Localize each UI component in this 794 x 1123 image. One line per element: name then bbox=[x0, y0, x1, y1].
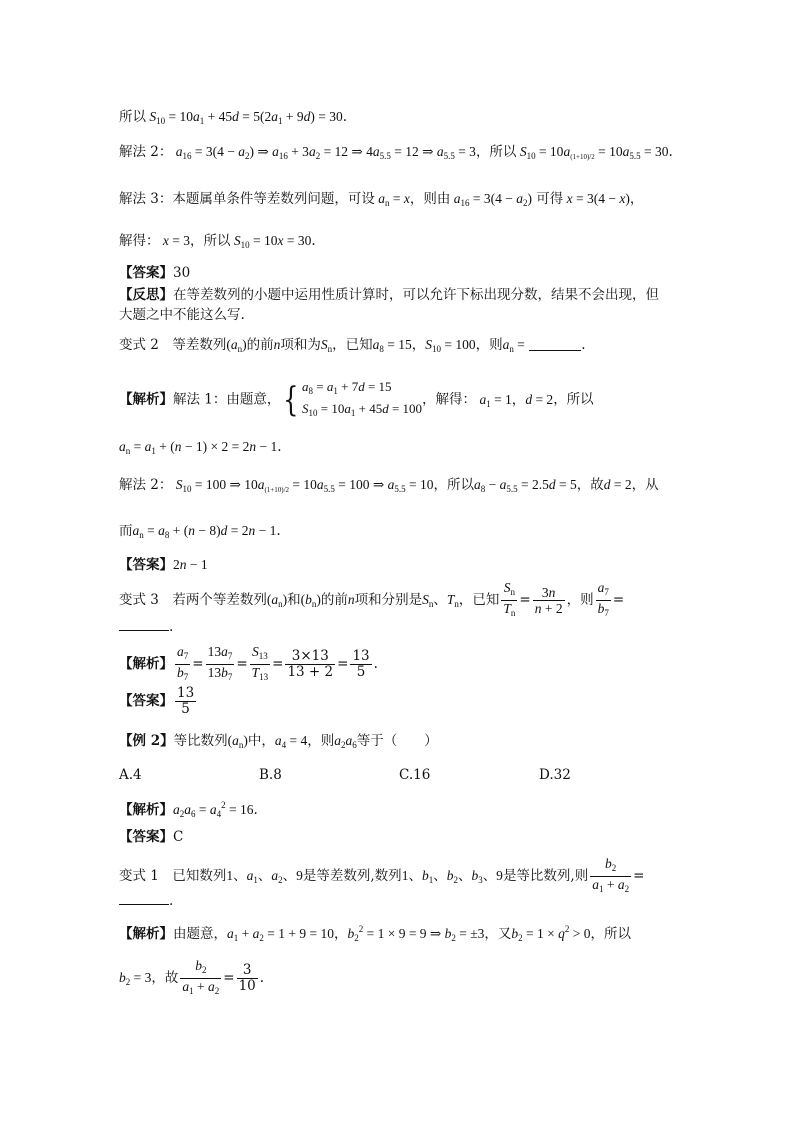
text: 等比数列 bbox=[173, 733, 228, 749]
text: ，故 bbox=[151, 970, 179, 986]
solution-result-line: 解得： x = 3，所以 $S_{10} = 10x = 30$. bbox=[119, 233, 316, 250]
solution-method-2-line: 解法 2： $a_{16} = 3(4 - a_2)$ ⇒ $a_{16} + 3a_2 = 12$ ⇒ $4a_{5.5} = 12$ ⇒ $a_{5.5} = 3$，所以 $S_{10} = 10a_{(1+10)/2} = 10a_{5.5} = 30$. bbox=[119, 144, 673, 161]
text: 解法 2： bbox=[119, 477, 173, 493]
text: 、 bbox=[433, 592, 447, 608]
text: 由题意， bbox=[173, 926, 227, 942]
text: ，解得： bbox=[422, 391, 477, 408]
example-label: 【例 2】 bbox=[119, 733, 174, 749]
analysis-label: 【解析】 bbox=[119, 391, 173, 408]
text: 变式 2 等差数列 bbox=[119, 337, 227, 353]
analysis-method-2: 解法 2： $S_{10} = 100$ ⇒ $10a_{(1+10)/2} = 10a_{5.5} = 100$ ⇒ $a_{5.5} = 10$，所以$a_8 - a_{5.5} = 2.5d = 5$，故d = 2，从 bbox=[119, 477, 659, 494]
answer-4 bbox=[119, 828, 183, 846]
text: 中， bbox=[247, 733, 275, 749]
solution-line-1: 所以 $S_{10} = 10a_1 + 45d = 5(2a_1 + 9d) = 30$. bbox=[119, 109, 348, 126]
text: 大题之中不能这么写. bbox=[119, 307, 245, 323]
variant-1-analysis: 【解析】由题意，$a_1 + a_2 = 1 + 9 = 10$，$b_2^2 = 1 \times 9 = 9$ ⇒ $b_2 = \pm 3$，又$b_2 = 1 \times q^2 > 0$，所以 bbox=[119, 924, 632, 943]
text: 项和分别是 bbox=[354, 592, 423, 608]
text: 等于（ ） bbox=[356, 733, 438, 749]
text: ，则 bbox=[566, 592, 594, 608]
text: 项和为 bbox=[280, 337, 321, 353]
text: ，从 bbox=[631, 477, 659, 493]
text: 的前 bbox=[246, 337, 274, 353]
option-a: A.4 bbox=[119, 767, 142, 783]
answer-blank bbox=[529, 338, 581, 351]
variant-1-blank: . bbox=[119, 892, 173, 910]
text: ，已知 bbox=[458, 592, 500, 608]
text: 可得 bbox=[536, 191, 564, 207]
text: 在等差数列的小题中运用性质计算时，可以允许下标出现分数，结果不会出现，但 bbox=[173, 287, 659, 303]
text: ，所以 bbox=[475, 144, 517, 160]
text: ，则由 bbox=[409, 191, 451, 207]
text: 的前 bbox=[320, 592, 348, 608]
answer-label: 【答案】 bbox=[119, 265, 173, 281]
answer-label: 【答案】 bbox=[119, 829, 173, 845]
fraction-numerator: 13 bbox=[177, 685, 195, 701]
text: ，所以 bbox=[590, 926, 632, 942]
analysis-method-2-result: 而$a_n = a_8 + (n - 8)d = 2n - 1$. bbox=[119, 523, 281, 540]
example-2-analysis: 【解析】$a_2a_6 = a_4^2 = 16$. bbox=[119, 800, 258, 819]
variant-3-question: 变式 3 若两个等差数列$(a_n)$和$(b_n)$的前n项和分别是$S_n$、$T_n$，已知 $\frac{S_n}{T_n}$ = $\frac{3n}{n + 2}$ ，则 $\frac{a_7}{b_7}$ = bbox=[119, 580, 625, 618]
text: 和 bbox=[287, 592, 301, 608]
answer-3 bbox=[119, 686, 198, 717]
answer-value: C bbox=[173, 829, 184, 845]
answer-value: 30 bbox=[173, 265, 191, 281]
analysis-method-1-result: $a_n = a_1 + (n - 1) \times 2 = 2n - 1$. bbox=[119, 439, 282, 456]
text: 解法 1：由题意， bbox=[173, 391, 281, 408]
text: ，所以 bbox=[190, 233, 231, 249]
text: ，又 bbox=[484, 926, 512, 942]
text: 解法 3：本题属单条件等差数列问题，可设 bbox=[119, 191, 375, 207]
text: 所以 bbox=[119, 109, 146, 125]
option-d: D.32 bbox=[539, 767, 571, 783]
text: ，则 bbox=[475, 337, 503, 353]
fraction-denominator: 5 bbox=[181, 701, 190, 717]
text: 而 bbox=[119, 523, 133, 539]
analysis-label: 【解析】 bbox=[119, 802, 173, 818]
solution-method-3-line: 解法 3：本题属单条件等差数列问题，可设 $a_n = x$，则由 $a_{16} = 3(4 - a_2)$ 可得 x = 3(4 − x)， bbox=[119, 191, 644, 208]
text: 变式 1 已知数列 bbox=[119, 868, 227, 884]
option-c: C.16 bbox=[399, 767, 431, 783]
text: 解法 2： bbox=[119, 144, 173, 160]
variant-1-result: $b_2 = 3$，故 $\frac{b_2}{a_1 + a_2}$ = $\frac{3}{10}$ . bbox=[119, 958, 265, 996]
variant-3-analysis: 【解析】 $\frac{a_7}{b_7}$ = $\frac{13a_7}{13b_7}$ = $\frac{S_{13}}{T_{13}}$ = $\frac{3\times 13}{13 + 2}$ = $\frac{13}{5}$ . bbox=[119, 644, 378, 682]
text: ，则 bbox=[307, 733, 335, 749]
answer-blank bbox=[119, 903, 169, 905]
answer-2: 【答案】2n − 1 bbox=[119, 557, 208, 573]
answer-label: 【答案】 bbox=[119, 693, 173, 709]
reflection-line-2 bbox=[119, 306, 245, 324]
answer-label: 【答案】 bbox=[119, 557, 173, 573]
text: ，故 bbox=[576, 477, 604, 493]
variant-3-blank: . bbox=[119, 618, 173, 636]
analysis-label: 【解析】 bbox=[119, 656, 173, 672]
text: ，所以 bbox=[433, 477, 474, 493]
analysis-method-1: 【解析】解法 1：由题意，{ $a_8 = a_1 + 7d = 15$ $S_{10} = 10a_1 + 45d = 100$ ，解得： $a_1 = 1$，d = 2，所以 bbox=[119, 379, 594, 420]
option-b: B.8 bbox=[259, 767, 282, 783]
reflection-label: 【反思】 bbox=[119, 287, 173, 303]
example-2-question: 【例 2】等比数列$(a_n)$中，$a_4 = 4$，则$a_2a_6$等于（ ） bbox=[119, 733, 438, 750]
variant-1-question: 变式 1 已知数列1、$a_1$、$a_2$、9是等差数列,数列1、$b_1$、$b_2$、$b_3$、9是等比数列,则 $\frac{b_2}{a_1 + a_2}$ = bbox=[119, 856, 645, 894]
text: 是等比数列,则 bbox=[502, 868, 589, 884]
text: 解得： bbox=[119, 233, 160, 249]
reflection-line-1 bbox=[119, 286, 659, 304]
text: 是等差数列,数列 bbox=[302, 868, 402, 884]
answer-blank bbox=[119, 629, 169, 631]
text: ，已知 bbox=[332, 337, 373, 353]
answer-1 bbox=[119, 264, 190, 282]
analysis-label: 【解析】 bbox=[119, 926, 173, 942]
options-row bbox=[119, 766, 679, 784]
text: ，所以 bbox=[553, 391, 594, 408]
text: 变式 3 若两个等差数列 bbox=[119, 592, 267, 608]
variant-2-question: 变式 2 等差数列$(a_n)$的前n项和为$S_n$，已知$a_8 = 15$，$S_{10} = 100$，则$a_n$ = . bbox=[119, 337, 586, 354]
